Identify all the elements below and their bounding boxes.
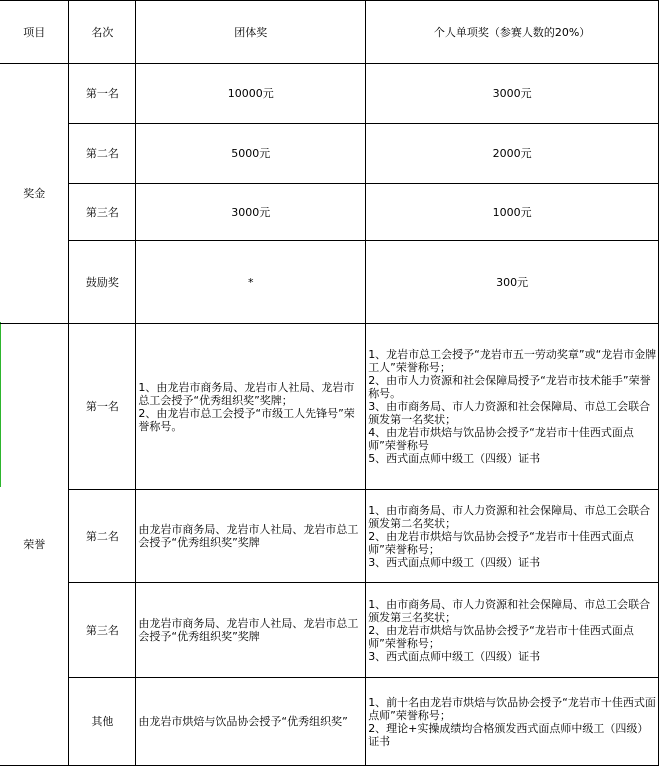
header-individual-award: 个人单项奖（参赛人数的20%）: [366, 1, 659, 64]
team-cell: 10000元: [136, 64, 366, 124]
table-row: [0, 583, 659, 678]
rank-cell: 鼓励奖: [69, 241, 136, 324]
team-cell: [136, 678, 366, 766]
rank-cell: 第一名: [69, 64, 136, 124]
individual-cell: [366, 490, 659, 583]
rank-cell: 其他: [69, 678, 136, 766]
individual-text: 1、龙岩市总工会授予“龙岩市五一劳动奖章”或“龙岩市金牌工人”荣誉称号； 2、由市人力资源和社会保障局授予“龙岩市技术能手”荣誉称号。 3、由市商务局、市人力资源和社会保障局、市总工会联合颁发第一名奖状； 4、由龙岩市烘焙与饮品协会授予“龙岩市十佳西式面点师”荣誉称号 5、西式面点师中级工（四级）证书: [368, 348, 657, 465]
individual-text: 1、由市商务局、市人力资源和社会保障局、市总工会联合颁发第二名奖状； 2、由龙岩市烘焙与饮品协会授予“龙岩市十佳西式面点师”荣誉称号； 3、西式面点师中级工（四级）证书: [368, 503, 651, 569]
table-row: [0, 64, 659, 124]
group-honor: 荣誉: [0, 324, 69, 766]
header-row: [0, 1, 659, 64]
team-cell: [136, 324, 366, 490]
team-cell: *: [136, 241, 366, 324]
table-row: [0, 324, 659, 490]
individual-cell: [366, 583, 659, 678]
team-cell: 5000元: [136, 124, 366, 184]
team-text: 由龙岩市烘焙与饮品协会授予“优秀组织奖”: [138, 715, 348, 728]
team-text: 由龙岩市商务局、龙岩市人社局、龙岩市总工会授予“优秀组织奖”奖牌: [138, 523, 359, 549]
rank-cell: 第三名: [69, 583, 136, 678]
team-cell: [136, 490, 366, 583]
individual-cell: 300元: [366, 241, 659, 324]
individual-cell: 3000元: [366, 64, 659, 124]
team-cell: 3000元: [136, 184, 366, 241]
individual-cell: 2000元: [366, 124, 659, 184]
table-row: [0, 184, 659, 241]
table-row: [0, 241, 659, 324]
team-cell: [136, 583, 366, 678]
header-team-award: 团体奖: [136, 1, 366, 64]
individual-cell: [366, 324, 659, 490]
individual-cell: 1000元: [366, 184, 659, 241]
rank-cell: 第二名: [69, 124, 136, 184]
team-text: 由龙岩市商务局、龙岩市人社局、龙岩市总工会授予“优秀组织奖”奖牌: [138, 617, 359, 643]
individual-text: 1、前十名由龙岩市烘焙与饮品协会授予“龙岩市十佳西式面点师”荣誉称号； 2、理论+实操成绩均合格颁发西式面点师中级工（四级）证书: [368, 695, 656, 748]
team-text: 1、由龙岩市商务局、龙岩市人社局、龙岩市总工会授予“优秀组织奖”奖牌； 2、由龙岩市总工会授予“市级工人先锋号”荣誉称号。: [138, 380, 355, 433]
header-rank: 名次: [69, 1, 136, 64]
rank-cell: 第二名: [69, 490, 136, 583]
group-prize: 奖金: [0, 64, 69, 324]
rank-cell: 第一名: [69, 324, 136, 490]
table-row: [0, 490, 659, 583]
rank-cell: 第三名: [69, 184, 136, 241]
table-row: [0, 678, 659, 766]
individual-text: 1、由市商务局、市人力资源和社会保障局、市总工会联合颁发第三名奖状； 2、由龙岩市烘焙与饮品协会授予“龙岩市十佳西式面点师”荣誉称号； 3、西式面点师中级工（四级）证书: [368, 597, 651, 663]
table-row: [0, 124, 659, 184]
individual-cell: [366, 678, 659, 766]
header-item: 项目: [0, 1, 69, 64]
